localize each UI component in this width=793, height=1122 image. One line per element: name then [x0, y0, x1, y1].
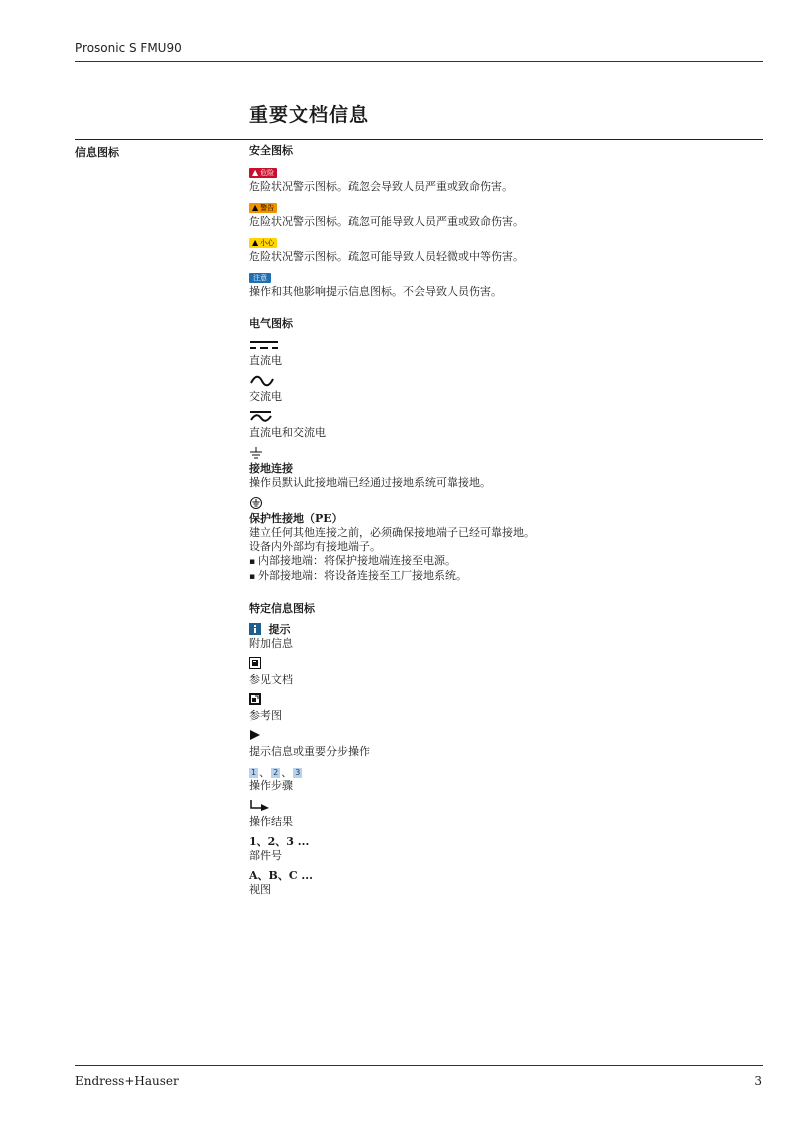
- specific-item-steps: [249, 765, 759, 793]
- pe-bullet-internal: ▪ 内部接地端：将保护接地端连接至电源。: [249, 554, 759, 569]
- safety-item-warning: [249, 200, 759, 229]
- page-number: 3: [754, 1074, 762, 1088]
- warning-triangle-icon: ▲: [252, 168, 259, 177]
- specific-item-tip: [249, 623, 759, 651]
- safety-heading: 安全图标: [249, 144, 293, 157]
- electrical-heading: 电气图标: [249, 317, 293, 330]
- views-text: 视图: [249, 883, 271, 896]
- part-text: 部件号: [249, 849, 282, 862]
- caution-badge-label: 小心: [260, 239, 275, 247]
- electrical-item-dc: [249, 338, 759, 368]
- specific-item-ref-fig: [249, 693, 759, 723]
- danger-text: 危险状况警示图标。疏忽会导致人员严重或致命伤害。: [249, 180, 513, 193]
- title-divider: [75, 139, 763, 140]
- electrical-item-pe: [249, 496, 759, 584]
- page-title: 重要文档信息: [249, 104, 370, 126]
- pe-title: 保护性接地（PE）: [249, 512, 343, 525]
- result-arrow-icon: [249, 799, 759, 815]
- specific-heading: 特定信息图标: [249, 602, 315, 615]
- header-divider: [75, 61, 763, 62]
- ac-dc-icon: [249, 410, 759, 426]
- ground-text: 操作员默认此接地端已经通过接地系统可靠接地。: [249, 476, 491, 489]
- warning-badge: [249, 203, 277, 213]
- ground-title: 接地连接: [249, 462, 293, 475]
- footer-brand: Endress+Hauser: [75, 1074, 179, 1088]
- document-header-title: Prosonic S FMU90: [75, 41, 182, 55]
- safety-item-caution: [249, 235, 759, 264]
- part-numbers: 1、2、3 ...: [249, 835, 310, 848]
- caution-badge: [249, 238, 277, 248]
- specific-item-parts: [249, 835, 759, 863]
- main-content: [249, 144, 759, 903]
- play-arrow-icon: [249, 729, 759, 745]
- step-separator: 、: [259, 766, 271, 779]
- tip-row: [249, 623, 759, 637]
- pe-bullet-external: ▪ 外部接地端：将设备连接至工厂接地系统。: [249, 569, 759, 584]
- notice-badge: 注意: [249, 273, 271, 283]
- specific-item-ref-doc: [249, 657, 759, 687]
- electrical-item-acdc: [249, 410, 759, 440]
- step-3-badge: 3: [295, 768, 301, 777]
- tip-title: 提示: [268, 623, 291, 636]
- steps-text: 操作步骤: [249, 779, 293, 792]
- ground-icon: [249, 446, 759, 462]
- step-1-badge: 1: [251, 768, 257, 777]
- pe-text-2: 设备内外部均有接地端子。: [249, 540, 381, 553]
- warning-triangle-icon: ▲: [252, 203, 259, 212]
- reference-figure-icon: [249, 693, 759, 709]
- acdc-label: 直流电和交流电: [249, 426, 326, 439]
- danger-badge: [249, 168, 277, 178]
- footer-divider: [75, 1065, 763, 1066]
- notice-text: 操作和其他影响提示信息图标。不会导致人员伤害。: [249, 285, 502, 298]
- step-note-text: 提示信息或重要分步操作: [249, 745, 370, 758]
- step-separator: 、: [281, 766, 293, 779]
- pe-text-1: 建立任何其他连接之前，必须确保接地端子已经可靠接地。: [249, 526, 535, 539]
- alternating-current-icon: [249, 374, 759, 390]
- step-2-badge: 2: [273, 768, 279, 777]
- ac-label: 交流电: [249, 390, 282, 403]
- ref-fig-text: 参考图: [249, 709, 282, 722]
- warning-badge-label: 警告: [260, 204, 275, 212]
- dc-label: 直流电: [249, 354, 282, 367]
- result-text: 操作结果: [249, 815, 293, 828]
- reference-document-icon: [249, 657, 759, 673]
- warning-text: 危险状况警示图标。疏忽可能导致人员严重或致命伤害。: [249, 215, 524, 228]
- electrical-item-ground: [249, 446, 759, 490]
- direct-current-icon: [249, 338, 759, 354]
- danger-badge-label: 危险: [260, 169, 275, 177]
- safety-item-danger: [249, 165, 759, 194]
- section-side-label: 信息图标: [75, 146, 119, 159]
- safety-item-notice: [249, 270, 759, 299]
- specific-item-views: [249, 869, 759, 897]
- ref-doc-text: 参见文档: [249, 673, 293, 686]
- caution-text: 危险状况警示图标。疏忽可能导致人员轻微或中等伤害。: [249, 250, 524, 263]
- electrical-item-ac: [249, 374, 759, 404]
- specific-item-step-note: [249, 729, 759, 759]
- tip-text: 附加信息: [249, 637, 293, 650]
- step-numbers: [249, 766, 302, 780]
- protective-earth-icon: [249, 496, 759, 512]
- view-letters: A、B、C ...: [249, 869, 313, 882]
- info-icon: [249, 623, 261, 635]
- warning-triangle-icon: ▲: [252, 238, 259, 247]
- specific-item-result: [249, 799, 759, 829]
